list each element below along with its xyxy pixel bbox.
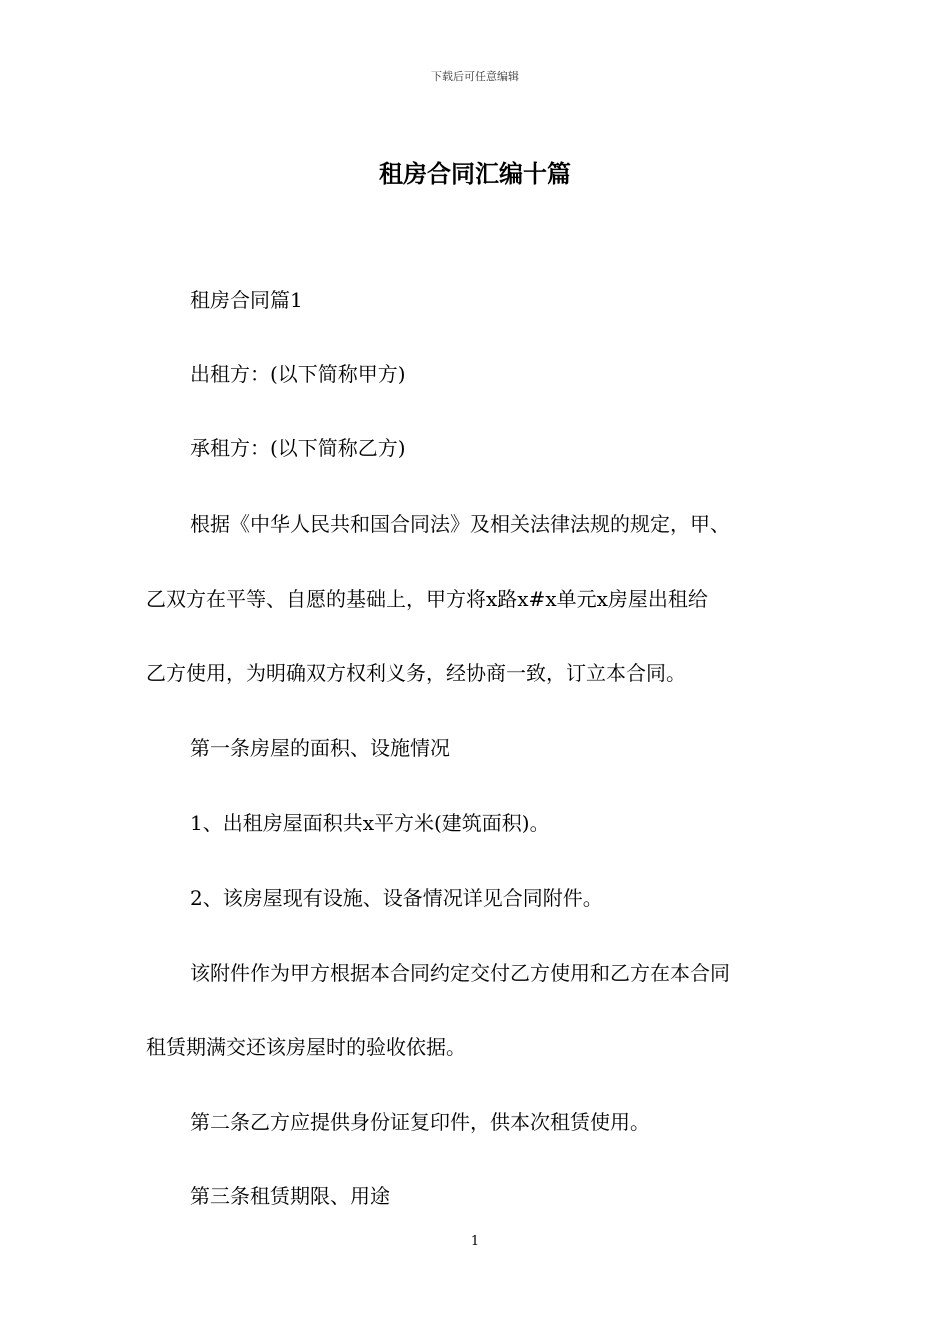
body-paragraph-line: 根据《中华人民共和国合同法》及相关法律法规的规定，甲、 bbox=[190, 512, 730, 536]
header-note: 下载后可任意编辑 bbox=[431, 70, 519, 83]
document-title: 租房合同汇编十篇 bbox=[379, 159, 571, 188]
article-heading: 第二条乙方应提供身份证复印件，供本次租赁使用。 bbox=[190, 1110, 650, 1134]
lessee-line: 承租方：(以下简称乙方) bbox=[190, 436, 406, 460]
body-paragraph-line: 乙方使用，为明确双方权利义务，经协商一致，订立本合同。 bbox=[146, 661, 686, 685]
body-paragraph-line: 租赁期满交还该房屋时的验收依据。 bbox=[146, 1035, 466, 1059]
lessor-line: 出租方：(以下简称甲方) bbox=[190, 362, 406, 386]
page-number: 1 bbox=[470, 1234, 480, 1249]
clause-item: 1、出租房屋面积共x平方米(建筑面积)。 bbox=[190, 811, 550, 835]
body-paragraph-line: 乙双方在平等、自愿的基础上，甲方将x路x#x单元x房屋出租给 bbox=[146, 587, 708, 611]
article-heading: 第一条房屋的面积、设施情况 bbox=[190, 736, 450, 760]
section-heading: 租房合同篇1 bbox=[190, 288, 303, 312]
article-heading: 第三条租赁期限、用途 bbox=[190, 1184, 390, 1208]
body-paragraph-line: 该附件作为甲方根据本合同约定交付乙方使用和乙方在本合同 bbox=[190, 961, 730, 985]
clause-item: 2、该房屋现有设施、设备情况详见合同附件。 bbox=[190, 886, 603, 910]
